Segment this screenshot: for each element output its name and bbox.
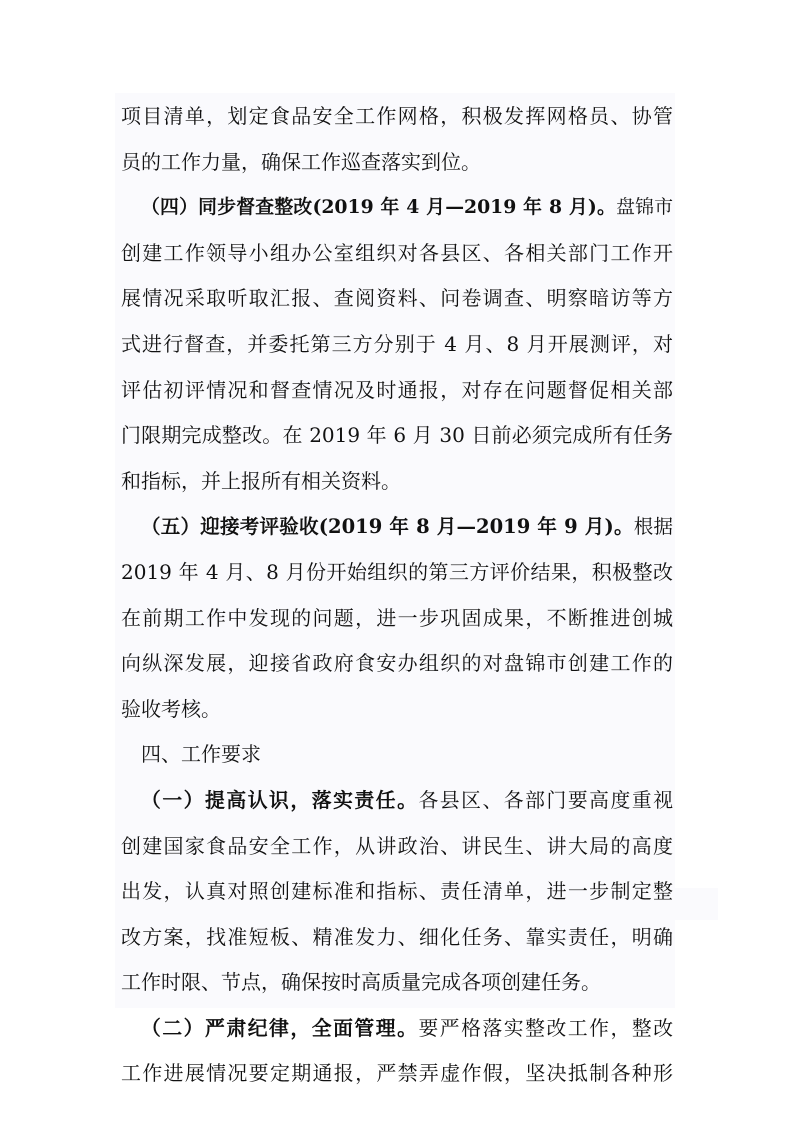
text-line: 员的工作力量，确保工作巡查落实到位。 [121,149,481,174]
text-line: 和指标，并上报所有相关资料。 [121,468,401,493]
section-heading-line: （一）提高认识，落实责任。各县区、各部门要高度重视 [141,787,673,812]
section-heading-line: （五）迎接考评验收(2019 年 8 月—2019 年 9 月)。根据 [141,515,673,539]
text-line: 2019 年 4 月、8 月份开始组织的第三方评价结果，积极整改 [121,559,673,584]
text-line: 工作时限、节点，确保按时高质量完成各项创建任务。 [121,970,601,995]
text-line: 在前期工作中发现的问题，进一步巩固成果，不断推进创城 [121,605,673,630]
text-line: 验收考核。 [121,696,221,721]
text-line: 改方案，找准短板、精准发力、细化任务、靠实责任，明确 [121,924,673,949]
text-line: 向纵深发展，迎接省政府食安办组织的对盘锦市创建工作的 [121,651,673,676]
text-line: 门限期完成整改。在 2019 年 6 月 30 日前必须完成所有任务 [121,423,673,448]
chapter-heading: 四、工作要求 [141,742,261,767]
text-line: 创建工作领导小组办公室组织对各县区、各相关部门工作开 [121,240,673,265]
document-body [121,94,673,1097]
section-heading-line: （二）严肃纪律，全面管理。要严格落实整改工作，整改 [141,1015,673,1040]
text-line: 创建国家食品安全工作，从讲政治、讲民生、讲大局的高度 [121,833,673,858]
text-line: 式进行督查，并委托第三方分别于 4 月、8 月开展测评，对 [121,331,673,356]
page-background-tint-notch [672,888,718,920]
text-line: 评估初评情况和督查情况及时通报，对存在问题督促相关部 [121,377,673,402]
text-line: 工作进展情况要定期通报，严禁弄虚作假，坚决抵制各种形 [121,1061,673,1086]
text-line: 项目清单，划定食品安全工作网格，积极发挥网格员、协管 [121,104,673,128]
text-line: 出发，认真对照创建标准和指标、责任清单，进一步制定整 [121,879,673,904]
text-line: 展情况采取听取汇报、查阅资料、问卷调查、明察暗访等方 [121,286,673,311]
section-heading-line: （四）同步督查整改(2019 年 4 月—2019 年 8 月)。盘锦市 [141,196,673,219]
